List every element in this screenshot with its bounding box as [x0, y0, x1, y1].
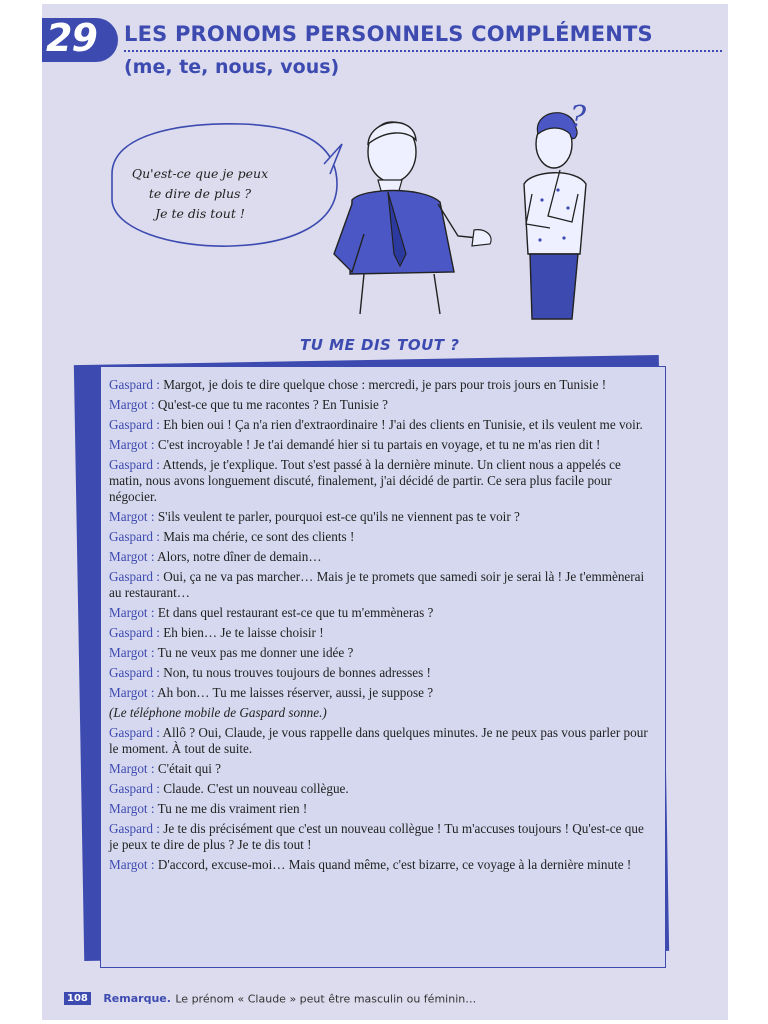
dialogue-text: Tu ne veux pas me donner une idée ?: [154, 645, 354, 661]
question-mark: ?: [570, 100, 587, 135]
dialogue-line: [109, 821, 655, 854]
page-subtitle: (me, te, nous, vous): [124, 56, 340, 78]
speaker-name: Gaspard :: [109, 569, 160, 585]
dialogue-line: [109, 857, 655, 873]
speaker-name: Gaspard :: [109, 665, 160, 681]
stage-direction: [109, 705, 655, 721]
dialogue-box: [100, 366, 666, 968]
speech-line: Qu'est-ce que je peux: [131, 166, 269, 181]
speaker-name: Margot :: [109, 761, 155, 777]
dialogue-text: C'est incroyable ! Je t'ai demandé hier si tu partais en voyage, et tu ne m'as rien dit !: [154, 436, 601, 452]
illustration-caption: TU ME DIS TOUT ?: [300, 336, 460, 354]
speaker-name: Gaspard :: [109, 781, 160, 797]
dialogue-line: [109, 665, 655, 681]
speaker-name: Gaspard :: [109, 416, 160, 432]
dialogue-line: [109, 761, 655, 777]
speech-line: Je te dis tout !: [155, 206, 245, 221]
dialogue-text: Oui, ça ne va pas marcher… Mais je te promets que samedi soir je serai là ! Je t'emmènerai au restaurant…: [109, 569, 645, 601]
dialogue-line: [109, 781, 655, 797]
dialogue-line: [109, 801, 655, 817]
dialogue-line: [109, 509, 655, 525]
speaker-name: Margot :: [109, 396, 155, 412]
dialogue-text: D'accord, excuse-moi… Mais quand même, c'est bizarre, ce voyage à la dernière minute !: [154, 857, 632, 873]
speaker-name: Gaspard :: [109, 377, 160, 392]
chapter-number: 29: [46, 16, 97, 60]
dialogue-line: [109, 377, 655, 393]
dialogue-line: [109, 625, 655, 641]
dialogue-text: Eh bien oui ! Ça n'a rien d'extraordinaire ! J'ai des clients en Tunisie, et ils veulent me voir.: [159, 416, 643, 432]
remark-label: Remarque.: [103, 992, 171, 1006]
dialogue-line: [109, 417, 655, 433]
speaker-name: Margot :: [109, 436, 155, 452]
speaker-name: Margot :: [109, 685, 155, 700]
dialogue-text: Alors, notre dîner de demain…: [154, 549, 322, 565]
speech-line: te dire de plus ?: [148, 186, 252, 201]
speaker-name: Gaspard :: [109, 724, 160, 740]
speaker-name: Gaspard :: [109, 529, 160, 545]
dialogue-line: [109, 685, 655, 701]
dialogue-text: Je te dis précisément que c'est un nouveau collègue ! Tu m'accuses toujours ! Qu'est-ce que je peux te dire de plus ? Je te dis tout !: [109, 820, 644, 853]
remark-text: Le prénom « Claude » peut être masculin ou féminin…: [175, 992, 477, 1006]
speaker-name: Margot :: [109, 509, 155, 525]
dialogue-text: Claude. C'est un nouveau collègue.: [159, 781, 349, 797]
book-page: [42, 4, 728, 1020]
speaker-name: Gaspard :: [109, 625, 160, 641]
dialogue-text: Et dans quel restaurant est-ce que tu m'emmèneras ?: [154, 605, 434, 621]
dialogue-text: Attends, je t'explique. Tout s'est passé à la dernière minute. Un client nous a appelés ce matin, nous avons longuement discuté, finalement, j'ai décidé de partir. Ce sera plus facile pour négocier.: [109, 456, 621, 505]
speaker-name: Margot :: [109, 857, 155, 873]
page-footer: [64, 990, 476, 1008]
dialogue-line: [109, 725, 655, 758]
dialogue-line: [109, 569, 655, 602]
dialogue-text: Ah bon… Tu me laisses réserver, aussi, je suppose ?: [154, 685, 434, 700]
chapter-badge: [42, 18, 118, 62]
dialogue-line: [109, 645, 655, 661]
dialogue-text: Mais ma chérie, ce sont des clients !: [159, 529, 355, 545]
dialogue-text: Tu ne me dis vraiment rien !: [154, 800, 308, 816]
dialogue-line: [109, 457, 655, 506]
dialogue-line: [109, 549, 655, 565]
speaker-name: Margot :: [109, 645, 155, 661]
title-divider: [124, 50, 722, 52]
dialogue-text: Eh bien… Je te laisse choisir !: [159, 625, 324, 641]
speaker-name: Gaspard :: [109, 820, 160, 836]
speaker-name: Margot :: [109, 800, 155, 816]
page-number: 108: [64, 992, 91, 1005]
dialogue-text: Qu'est-ce que tu me racontes ? En Tunisie ?: [154, 396, 389, 412]
dialogue-text: Margot, je dois te dire quelque chose : mercredi, je pars pour trois jours en Tunisie !: [159, 377, 607, 392]
dialogue-text: C'était qui ?: [154, 761, 222, 777]
dialogue-text: S'ils veulent te parler, pourquoi est-ce qu'ils ne viennent pas te voir ?: [154, 509, 520, 525]
speech-bubble-text: [120, 164, 280, 224]
speaker-name: Margot :: [109, 549, 155, 565]
dialogue-line: [109, 529, 655, 545]
dialogue-line: [109, 605, 655, 621]
dialogue-text: (Le téléphone mobile de Gaspard sonne.): [109, 704, 327, 720]
dialogue-line: [109, 397, 655, 413]
man-figure: [334, 122, 491, 314]
speaker-name: Gaspard :: [109, 456, 160, 472]
dialogue-text: Non, tu nous trouves toujours de bonnes adresses !: [159, 665, 431, 681]
dialogue-text: Allô ? Oui, Claude, je vous rappelle dans quelques minutes. Je ne peux pas vous parler pour le moment. À tout de suite.: [109, 724, 648, 757]
woman-figure: [524, 113, 586, 319]
page-title: LES PRONOMS PERSONNELS COMPLÉMENTS: [124, 22, 653, 46]
speaker-name: Margot :: [109, 605, 155, 621]
dialogue-line: [109, 437, 655, 453]
